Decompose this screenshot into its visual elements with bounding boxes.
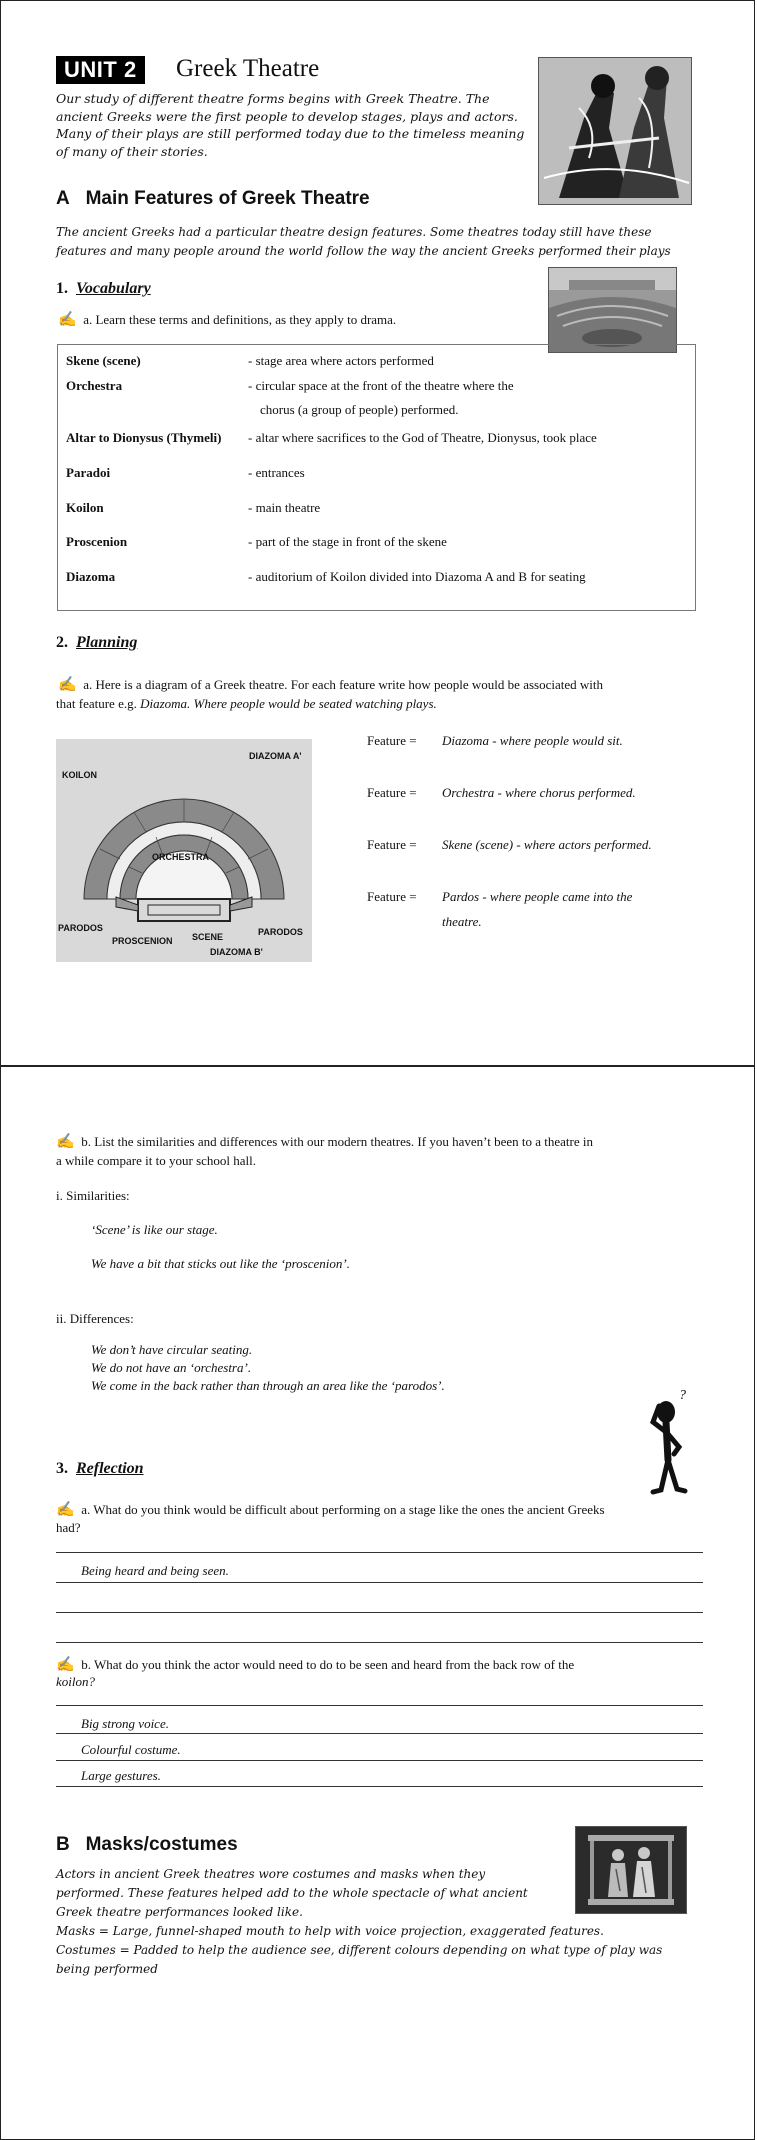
section-a-heading [56,188,370,210]
diagram-label-diazoma-a: DIAZOMA A' [249,751,302,761]
planning-instruction-text: a. Here is a diagram of a Greek theatre. For each feature write how people would be associated with [83,677,603,692]
page-title: Greek Theatre [176,55,320,82]
term-skene: Skene (scene) [66,353,141,368]
planning-example-lead: that feature e.g. [56,696,137,711]
def-orchestra: - circular space at the front of the theatre where the [248,378,514,393]
difference-3: We come in the back rather than through an area like the ‘parodos’. [91,1378,445,1393]
difference-1: We don’t have circular seating. [91,1342,253,1357]
similarities-label: i. Similarities: [56,1188,130,1203]
planning-instruction-line2 [56,695,706,712]
vocabulary-heading [56,280,151,298]
section-b-title: Masks/costumes [85,1834,238,1855]
comparison-instruction [56,1133,711,1151]
greek-vase-illustration [538,57,692,205]
answer-b-3: Large gestures. [81,1768,161,1783]
term-proscenion: Proscenion [66,534,128,549]
def-altar: - altar where sacrifices to the God of Theatre, Dionysus, took place [248,430,597,445]
feature-label-1: Feature = [367,733,417,748]
reflection-question-b-line2: koilon? [56,1674,95,1689]
section-b-line-2: performed. These features helped add to the whole spectacle of what ancient [56,1886,528,1900]
reflection-question-a-line2: had? [56,1520,81,1535]
diagram-label-diazoma-b: DIAZOMA B' [210,947,263,957]
intro-paragraph: Our study of different theatre forms begins with Greek Theatre. The ancient Greeks were the first people to develop stages, plays and actors. Many of their plays are still performed today due to the timeless meaning of many of their stories. [56,91,525,159]
term-koilon: Koilon [66,500,104,515]
term-altar: Altar to Dionysus (Thymeli) [66,430,222,445]
section-b-text [56,1865,662,1979]
planning-title: Planning [76,634,138,651]
term-diazoma: Diazoma [66,569,116,584]
vocabulary-instruction-text: a. Learn these terms and definitions, as they apply to drama. [83,312,397,327]
worksheet-page-1 [0,0,755,1066]
vocabulary-instruction [58,311,396,329]
feature-answer-2: Orchestra - where chorus performed. [442,785,636,800]
feature-answer-4: Pardos - where people came into the [442,889,633,904]
answer-line [56,1642,703,1643]
answer-b-1: Big strong voice. [81,1716,169,1731]
diagram-label-parodos-left: PARODOS [58,923,103,933]
section-b-heading [56,1834,238,1856]
worksheet-page-2 [0,1066,755,2140]
diagram-label-orchestra: ORCHESTRA [152,852,210,862]
planning-heading [56,634,137,652]
section-b-line-6: being performed [56,1962,158,1976]
planning-number: 2. [56,634,68,651]
answer-line [56,1705,703,1706]
feature-answer-4-cont: theatre. [442,914,482,929]
reflection-question-a-text: a. What do you think would be difficult about performing on a stage like the ones the ancient Greeks [81,1502,605,1517]
comparison-instruction-line2: a while compare it to your school hall. [56,1153,257,1168]
answer-b-2: Colourful costume. [81,1742,181,1757]
similarity-1: ‘Scene’ is like our stage. [91,1222,218,1237]
section-a-letter: A [56,188,70,209]
vocabulary-number: 1. [56,280,68,297]
question-mark-icon: ? [679,1388,686,1403]
similarity-2: We have a bit that sticks out like the ‘proscenion’. [91,1256,350,1271]
diagram-label-koilon: KOILON [62,770,97,780]
reflection-question-b [56,1656,711,1674]
def-paradoi: - entrances [248,465,305,480]
def-skene: - stage area where actors performed [248,353,434,368]
answer-line [56,1760,703,1761]
pencil-icon: ✍ [58,677,77,693]
diagram-label-parodos-right: PARODOS [258,927,303,937]
pencil-icon: ✍ [58,312,77,328]
comparison-instruction-text: b. List the similarities and differences with our modern theatres. If you haven’t been to a theatre in [81,1134,593,1149]
reflection-question-b-text: b. What do you think the actor would need to do to be seen and heard from the back row of the [81,1657,575,1672]
feature-answer-1: Diazoma - where people would sit. [442,733,623,748]
section-b-line-1: Actors in ancient Greek theatres wore costumes and masks when they [56,1867,486,1881]
answer-line [56,1612,703,1613]
planning-example: Diazoma. Where people would be seated watching plays. [140,696,437,711]
thinking-figure-illustration [641,1388,701,1497]
answer-line [56,1582,703,1583]
reflection-heading [56,1460,144,1478]
pencil-icon: ✍ [56,1657,75,1673]
def-diazoma: - auditorium of Koilon divided into Diazoma A and B for seating [248,569,586,584]
differences-label: ii. Differences: [56,1311,134,1326]
ancient-theatre-photo [548,267,677,353]
pencil-icon: ✍ [56,1134,75,1150]
feature-answer-3: Skene (scene) - where actors performed. [442,837,652,852]
unit-badge: UNIT 2 [56,56,145,84]
section-a-title: Main Features of Greek Theatre [85,188,370,209]
term-paradoi: Paradoi [66,465,111,480]
answer-a-1: Being heard and being seen. [81,1563,229,1578]
vocabulary-box [57,344,696,611]
def-proscenion: - part of the stage in front of the skene [248,534,447,549]
section-b-line-3: Greek theatre performances looked like. [56,1905,303,1919]
diagram-label-scene: SCENE [192,932,224,942]
section-b-letter: B [56,1834,70,1855]
vocabulary-title: Vocabulary [76,280,151,297]
pencil-icon: ✍ [56,1502,75,1518]
feature-label-3: Feature = [367,837,417,852]
section-b-line-5: Costumes = Padded to help the audience see, different colours depending on what type of play was [56,1943,663,1957]
def-koilon: - main theatre [248,500,321,515]
reflection-title: Reflection [76,1460,144,1477]
reflection-number: 3. [56,1460,68,1477]
greek-theatre-diagram [56,739,312,962]
term-orchestra: Orchestra [66,378,123,393]
section-a-text: The ancient Greeks had a particular theatre design features. Some theatres today still have these features and many people around the world follow the way the ancient Greeks performed their plays [56,225,671,258]
diagram-label-proscenion: PROSCENION [112,936,173,946]
feature-label-4: Feature = [367,889,417,904]
answer-line [56,1786,703,1787]
def-orchestra-cont: chorus (a group of people) performed. [260,402,459,417]
feature-label-2: Feature = [367,785,417,800]
reflection-question-a [56,1501,711,1519]
difference-2: We do not have an ‘orchestra’. [91,1360,252,1375]
section-b-line-4: Masks = Large, funnel-shaped mouth to help with voice projection, exaggerated features. [56,1924,604,1938]
planning-instruction [58,676,708,694]
answer-line [56,1733,703,1734]
answer-line [56,1552,703,1553]
